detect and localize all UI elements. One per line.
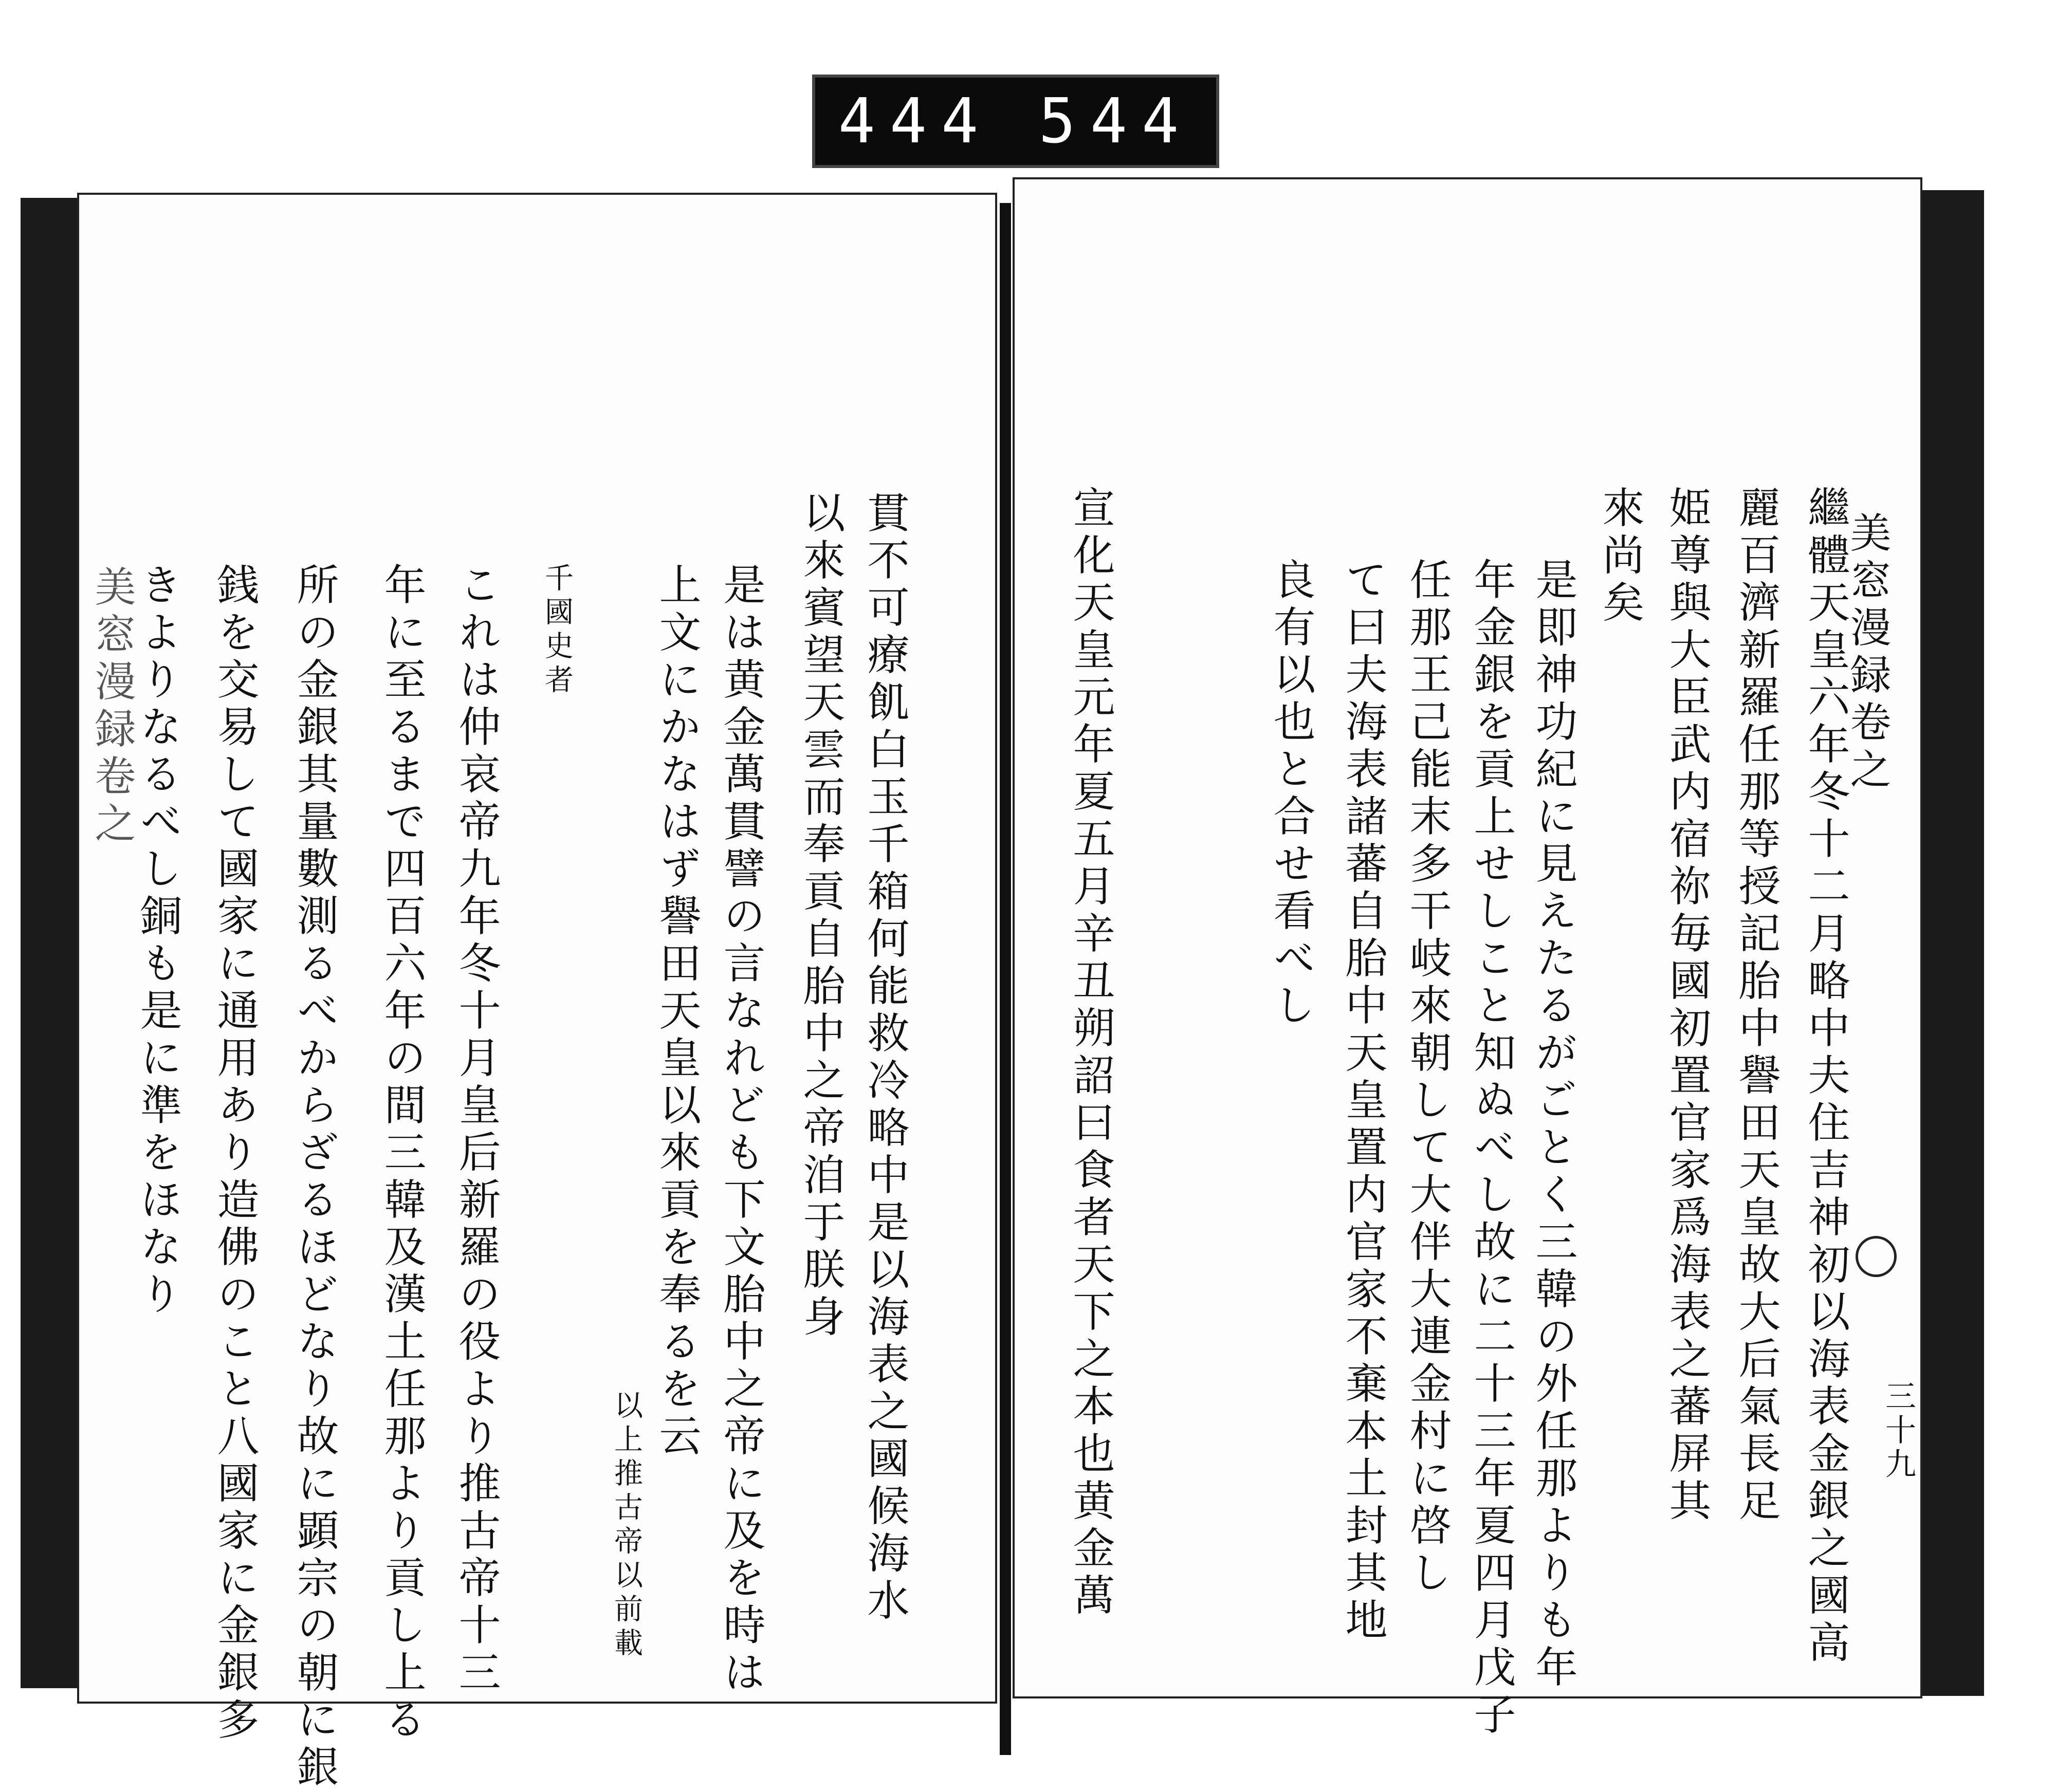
right-col-8: て曰夫海表諸蕃自胎中天皇置内官家不棄本土封其地 — [1338, 558, 1387, 1645]
left-col-9: 銭を交易して國家に通用あり造佛のこと八國家に金銀多 — [210, 563, 259, 1745]
left-col-5: 千國史者 — [540, 563, 574, 698]
right-col-3: 姫尊與大臣武内宿祢毎國初置官家爲海表之蕃屏其 — [1662, 486, 1711, 1526]
ring-mark — [1856, 1236, 1897, 1277]
left-spine-title: 美窓漫録卷之 — [88, 565, 136, 849]
right-col-5: 是即神功紀に見えたるがごとく三韓の外任那よりも年 — [1529, 558, 1577, 1692]
left-col-7: 年に至るまで四百六年の間三韓及漢土任那より貢し上る — [377, 563, 426, 1745]
right-col-10: 宣化天皇元年夏五月辛丑朔詔曰食者天下之本也黄金萬 — [1066, 486, 1115, 1620]
left-col-2: 以來賓望天雲而奉貢自胎中之帝洎于朕身 — [796, 491, 845, 1342]
right-col-1: 繼體天皇六年冬十二月略中夫住吉神初以海表金銀之國高 — [1801, 486, 1850, 1668]
left-col-10: きよりなるべし銅も是に準をほなり — [133, 563, 182, 1319]
left-col-note: 以上推古帝以前載 — [610, 1390, 643, 1661]
right-col-7: 任那王己能末多干岐來朝して大伴大連金村に啓し — [1403, 558, 1452, 1598]
folio-number: 三十九 — [1880, 1380, 1916, 1482]
label-left-number: 444 — [838, 85, 993, 157]
page-header-title: 美窓漫録卷之 — [1843, 511, 1891, 795]
volume-number-label — [812, 75, 1219, 168]
left-col-4: 上文にかなはず譽田天皇以來貢を奉るを云 — [652, 563, 701, 1461]
left-col-8: 所の金銀其量數測るべからざるほどなり故に顕宗の朝に銀 — [290, 563, 339, 1792]
right-col-2: 麗百濟新羅任那等授記胎中譽田天皇故大后氣長足 — [1732, 486, 1780, 1526]
left-col-6: これは仲哀帝九年冬十月皇后新羅の役より推古帝十三 — [452, 563, 501, 1697]
left-page — [77, 193, 997, 1792]
left-col-3: 是は黄金萬貫譬の言なれども下文胎中之帝に及を時は — [717, 563, 765, 1697]
book-gutter — [1000, 203, 1011, 1755]
right-page — [1013, 177, 1922, 1740]
right-col-9: 良有以也と合せ看べし — [1266, 558, 1315, 1030]
right-col-6: 年金銀を貢上せしこと知ぬべし故に二十三年夏四月戊子 — [1467, 558, 1516, 1740]
label-right-number: 544 — [1038, 85, 1194, 157]
right-col-4: 來尚矣 — [1595, 486, 1644, 627]
left-col-1: 貫不可療飢白玉千箱何能救冷略中是以海表之國候海水 — [860, 491, 909, 1625]
